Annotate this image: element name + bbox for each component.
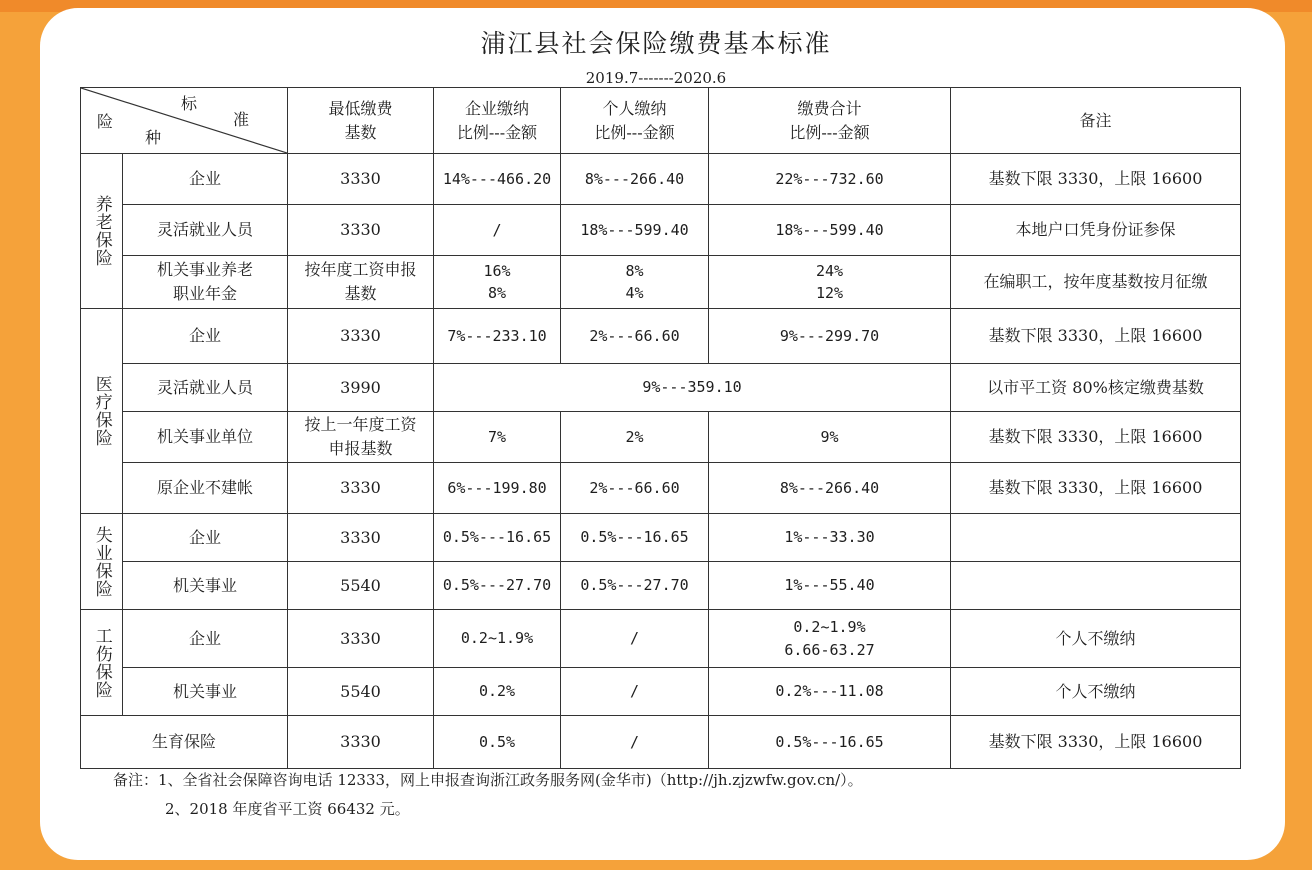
remark-cell: 在编职工，按年度基数按月征缴: [951, 256, 1241, 309]
remark-cell: 基数下限 3330，上限 16600: [951, 716, 1241, 769]
total-cell: 1%---55.40: [709, 562, 951, 610]
table-row: [81, 309, 1241, 364]
table-row: [81, 514, 1241, 562]
item-cell: 机关事业单位: [123, 412, 288, 463]
category-maternity: 生育保险: [81, 716, 288, 769]
personal-cell: 0.5%---27.70: [561, 562, 709, 610]
personal-cell: 8%---266.40: [561, 154, 709, 205]
personal-cell: 2%: [561, 412, 709, 463]
personal-cell: 2%---66.60: [561, 463, 709, 514]
base-cell: 3330: [288, 463, 434, 514]
company-cell: 0.2%: [434, 668, 561, 716]
corner-type-2: 种: [145, 128, 162, 147]
base-cell: 按上一年度工资 申报基数: [288, 412, 434, 463]
base-cell: 3330: [288, 205, 434, 256]
company-cell: 16% 8%: [434, 256, 561, 309]
personal-cell: /: [561, 716, 709, 769]
category-pension: 养老保险: [81, 154, 123, 309]
footnote-1: 备注：1、全省社会保障咨询电话 12333，网上申报查询浙江政务服务网(金华市)（http://jh.zjzwfw.gov.cn/）。: [113, 771, 863, 789]
table-row: [81, 610, 1241, 668]
total-cell: 0.2~1.9% 6.66-63.27: [709, 610, 951, 668]
category-medical: 医疗保险: [81, 309, 123, 514]
table-row: [81, 154, 1241, 205]
remark-cell: 本地户口凭身份证参保: [951, 205, 1241, 256]
personal-cell: 0.5%---16.65: [561, 514, 709, 562]
category-unemployment: 失业保险: [81, 514, 123, 610]
item-cell: 企业: [123, 309, 288, 364]
table-row: [81, 205, 1241, 256]
company-cell: /: [434, 205, 561, 256]
base-cell: 3330: [288, 154, 434, 205]
item-cell: 灵活就业人员: [123, 364, 288, 412]
company-cell: 7%---233.10: [434, 309, 561, 364]
table-row: [81, 364, 1241, 412]
company-cell: 0.2~1.9%: [434, 610, 561, 668]
remark-cell: 基数下限 3330，上限 16600: [951, 463, 1241, 514]
item-cell: 企业: [123, 610, 288, 668]
table-row: [81, 256, 1241, 309]
header-row: [81, 88, 1241, 154]
item-cell: 企业: [123, 154, 288, 205]
remark-cell: 基数下限 3330，上限 16600: [951, 154, 1241, 205]
table-row: [81, 412, 1241, 463]
company-header: 企业缴纳 比例---金额: [434, 88, 561, 154]
remark-cell: 以市平工资 80%核定缴费基数: [951, 364, 1241, 412]
item-cell: 企业: [123, 514, 288, 562]
remark-cell: [951, 562, 1241, 610]
company-cell: 7%: [434, 412, 561, 463]
total-cell: 0.5%---16.65: [709, 716, 951, 769]
base-cell: 按年度工资申报 基数: [288, 256, 434, 309]
total-cell: 9%---299.70: [709, 309, 951, 364]
item-cell: 机关事业养老 职业年金: [123, 256, 288, 309]
table-row: [81, 716, 1241, 769]
footnote-2: 2、2018 年度省平工资 66432 元。: [165, 800, 410, 818]
footnotes: [113, 766, 863, 824]
remark-cell: [951, 514, 1241, 562]
base-cell: 3330: [288, 610, 434, 668]
total-cell: 24% 12%: [709, 256, 951, 309]
base-cell: 5540: [288, 668, 434, 716]
remark-cell: 个人不缴纳: [951, 668, 1241, 716]
total-cell: 1%---33.30: [709, 514, 951, 562]
base-cell: 3330: [288, 514, 434, 562]
item-cell: 机关事业: [123, 562, 288, 610]
company-cell: 0.5%---16.65: [434, 514, 561, 562]
remark-cell: 基数下限 3330，上限 16600: [951, 309, 1241, 364]
personal-cell: 2%---66.60: [561, 309, 709, 364]
personal-cell: /: [561, 668, 709, 716]
remark-cell: 基数下限 3330，上限 16600: [951, 412, 1241, 463]
min-base-header: 最低缴费 基数: [288, 88, 434, 154]
total-header: 缴费合计 比例---金额: [709, 88, 951, 154]
company-cell: 14%---466.20: [434, 154, 561, 205]
base-cell: 5540: [288, 562, 434, 610]
base-cell: 3330: [288, 716, 434, 769]
period-label: 2019.7-------2020.6: [585, 69, 727, 87]
company-cell: 6%---199.80: [434, 463, 561, 514]
personal-header: 个人缴纳 比例---金额: [561, 88, 709, 154]
total-cell: 8%---266.40: [709, 463, 951, 514]
company-cell: 0.5%: [434, 716, 561, 769]
item-cell: 机关事业: [123, 668, 288, 716]
item-cell: 原企业不建帐: [123, 463, 288, 514]
standards-table: [80, 87, 1241, 769]
total-cell: 9%: [709, 412, 951, 463]
category-injury: 工伤保险: [81, 610, 123, 716]
page-title: 浦江县社会保险缴费基本标准: [480, 29, 832, 58]
merged-rate-cell: 9%---359.10: [434, 364, 951, 412]
personal-cell: /: [561, 610, 709, 668]
table-row: [81, 562, 1241, 610]
total-cell: 22%---732.60: [709, 154, 951, 205]
corner-header: [81, 88, 288, 154]
total-cell: 18%---599.40: [709, 205, 951, 256]
base-cell: 3330: [288, 309, 434, 364]
personal-cell: 18%---599.40: [561, 205, 709, 256]
personal-cell: 8% 4%: [561, 256, 709, 309]
corner-standard-2: 准: [233, 110, 250, 129]
corner-standard-1: 标: [181, 94, 198, 113]
base-cell: 3990: [288, 364, 434, 412]
remark-cell: 个人不缴纳: [951, 610, 1241, 668]
table-row: [81, 668, 1241, 716]
remark-header: 备注: [951, 88, 1241, 154]
item-cell: 灵活就业人员: [123, 205, 288, 256]
table-row: [81, 463, 1241, 514]
company-cell: 0.5%---27.70: [434, 562, 561, 610]
corner-type-1: 险: [97, 112, 114, 131]
total-cell: 0.2%---11.08: [709, 668, 951, 716]
